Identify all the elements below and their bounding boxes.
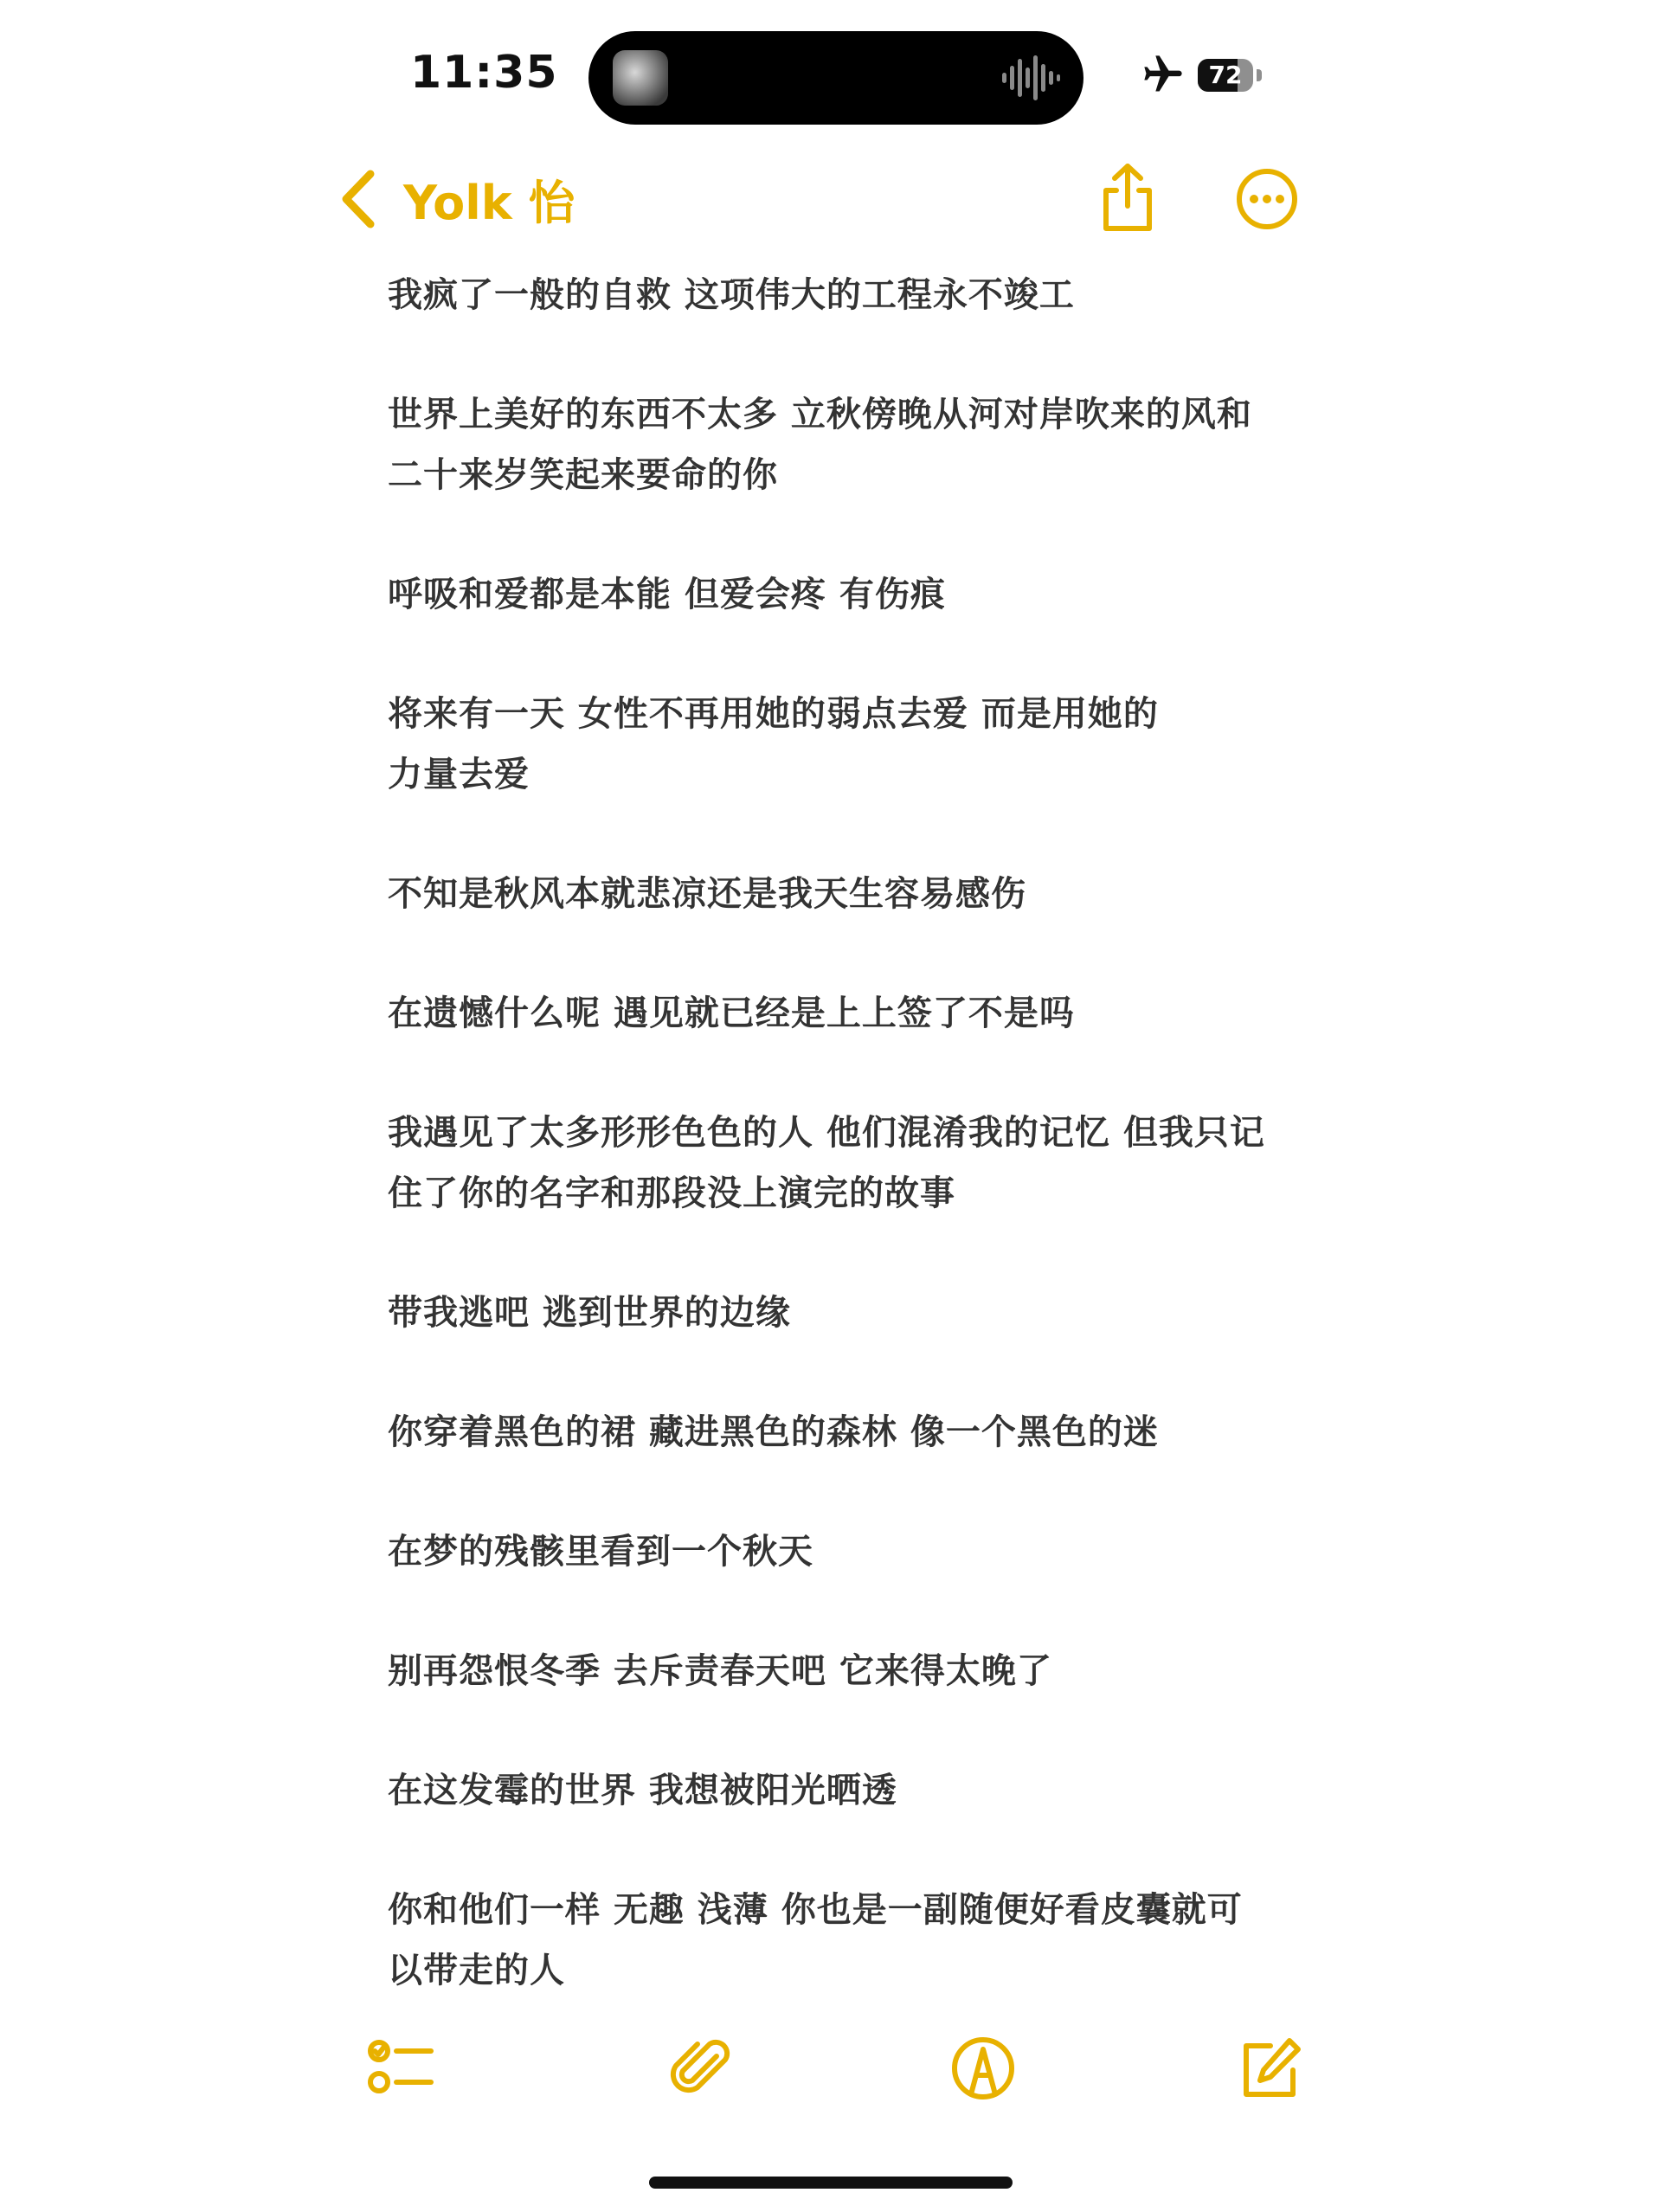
note-paragraph: 带我逃吧 逃到世界的边缘 [388, 1293, 791, 1333]
note-paragraph: 不知是秋风本就悲凉还是我天生容易感伤 [388, 874, 1026, 914]
note-paragraph: 我遇见了太多形形色色的人 他们混淆我的记忆 但我只记 住了你的名字和那段没上演完的故事 [388, 1113, 1265, 1213]
airplane-mode-icon [1141, 52, 1186, 97]
back-button-label: Yolk 怡 [403, 175, 576, 230]
note-paragraph: 我疯了一般的自救 这项伟大的工程永不竣工 [388, 275, 1075, 315]
note-paragraph: 别再怨恨冬季 去斥责春天吧 它来得太晚了 [388, 1651, 1052, 1691]
note-paragraph: 在这发霉的世界 我想被阳光晒透 [388, 1771, 897, 1810]
note-paragraph: 你和他们一样 无趣 浅薄 你也是一副随便好看皮囊就可 以带走的人 [388, 1890, 1243, 1990]
note-body[interactable] [388, 265, 1288, 2060]
note-paragraph: 在梦的残骸里看到一个秋天 [388, 1532, 813, 1572]
now-playing-artwork [613, 50, 668, 106]
audio-waveform-icon [1000, 52, 1061, 104]
dynamic-island[interactable] [588, 31, 1083, 125]
battery-percent: 72 [1208, 61, 1243, 89]
markup-pen-icon[interactable] [948, 2034, 1018, 2103]
share-icon[interactable] [1097, 161, 1158, 234]
note-paragraph: 世界上美好的东西不太多 立秋傍晚从河对岸吹来的风和 二十来岁笑起来要命的你 [388, 395, 1252, 495]
note-paragraph: 将来有一天 女性不再用她的弱点去爱 而是用她的 力量去爱 [388, 694, 1159, 794]
chevron-left-icon [338, 169, 381, 229]
paperclip-icon[interactable] [666, 2034, 736, 2103]
battery-tip [1257, 69, 1262, 81]
more-icon[interactable] [1236, 168, 1298, 230]
note-paragraph: 呼吸和爱都是本能 但爱会疼 有伤痕 [388, 575, 946, 614]
battery-indicator [1198, 59, 1253, 92]
compose-icon[interactable] [1236, 2034, 1305, 2103]
home-indicator[interactable] [649, 2177, 1013, 2189]
status-bar-time: 11:35 [410, 47, 558, 99]
back-button[interactable] [338, 164, 575, 234]
note-paragraph: 你穿着黑色的裙 藏进黑色的森林 像一个黑色的迷 [388, 1412, 1159, 1452]
checklist-icon[interactable] [367, 2034, 436, 2103]
note-paragraph: 在遗憾什么呢 遇见就已经是上上签了不是吗 [388, 993, 1075, 1033]
